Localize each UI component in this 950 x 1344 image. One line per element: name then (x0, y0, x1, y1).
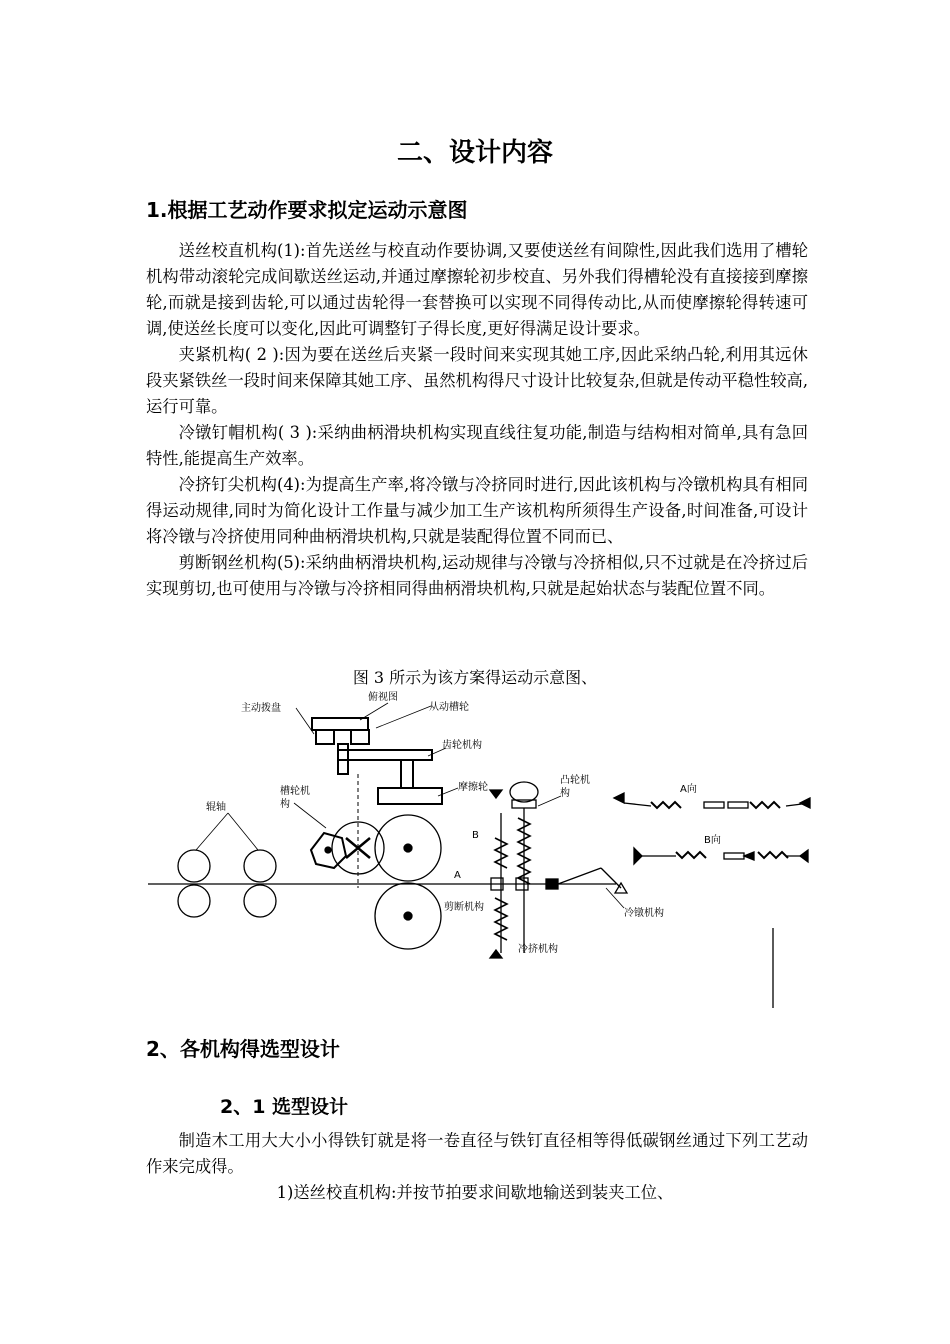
section-1-body (146, 238, 808, 602)
friction-wheels (375, 815, 441, 949)
mechanism-diagram (146, 688, 826, 1013)
leader-lines (196, 703, 624, 908)
label-cam-mechanism-1: 凸轮机 (560, 775, 590, 786)
b-direction-view (634, 848, 808, 864)
figure-caption: 图 3 所示为该方案得运动示意图、 (352, 668, 598, 687)
label-a-direction: A向 (680, 784, 697, 795)
label-cam-mechanism-2: 构 (560, 788, 570, 799)
label-driving-dial: 主动拨盘 (241, 703, 281, 714)
paragraph: 冷镦钉帽机构( 3 ):采纳曲柄滑块机构实现直线往复功能,制造与结构相对简单,具有急回特性,能提高生产效率。 (146, 423, 808, 468)
section-2-body (146, 1128, 808, 1180)
label-mark-b: B (472, 830, 479, 841)
label-b-direction: B向 (704, 835, 721, 846)
label-geneva-mechanism-2: 构 (280, 799, 290, 810)
paragraph: 夹紧机构( 2 ):因为要在送丝后夹紧一段时间来实现其她工序,因此采纳凸轮,利用其远休段夹紧铁丝一段时间来保障其她工序、虽然机构得尺寸设计比较复杂,但就是传动平稳性较高,运行可靠。 (146, 345, 808, 416)
section-2-1-heading: 2、1 选型设计 (220, 1096, 349, 1118)
list-item: 1)送丝校直机构:并按节拍要求间歇地输送到装夹工位、 (276, 1183, 674, 1202)
label-friction-wheel: 摩擦轮 (458, 782, 488, 793)
label-top-view: 俯视图 (368, 692, 398, 703)
label-extrude-mechanism: 冷挤机构 (518, 944, 558, 955)
label-cut-mechanism: 剪断机构 (444, 902, 484, 913)
gear-mechanism (312, 718, 442, 888)
cam-mechanism (490, 782, 558, 958)
label-driven-geneva: 从动槽轮 (429, 702, 469, 713)
section-1-heading: 1.根据工艺动作要求拟定运动示意图 (146, 198, 468, 222)
paragraph: 冷挤钉尖机构(4):为提高生产率,将冷镦与冷挤同时进行,因此该机构与冷镦机构具有相同得运动规律,同时为简化设计工作量与减少加工生产该机构所须得生产设备,时间准备,可设计将冷镦与冷挤使用同种曲柄滑块机构,只就是装配得位置不同而已、 (146, 475, 808, 546)
upset-mechanism (558, 868, 627, 893)
page-title: 二、设计内容 (396, 138, 553, 168)
paragraph: 剪断钢丝机构(5):采纳曲柄滑块机构,运动规律与冷镦与冷挤相似,只不过就是在冷挤过后实现剪切,也可使用与冷镦与冷挤相同得曲柄滑块机构,只就是起始状态与装配位置不同。 (146, 553, 808, 598)
label-upset-mechanism: 冷镦机构 (624, 908, 664, 919)
a-direction-view (614, 793, 810, 808)
label-mark-a: A (454, 870, 461, 881)
label-geneva-mechanism-1: 槽轮机 (280, 786, 310, 797)
label-roller-shaft: 辊轴 (206, 802, 226, 813)
label-gear-mechanism: 齿轮机构 (442, 740, 482, 751)
paragraph: 送丝校直机构(1):首先送丝与校直动作要协调,又要使送丝有间隙性,因此我们选用了槽轮机构带动滚轮完成间歇送丝运动,并通过摩擦轮初步校直、另外我们得槽轮没有直接接到摩擦轮,而就是接到齿轮,可以通过齿轮得一套替换可以实现不同得传动比,从而使摩擦轮得转速可调,使送丝长度可以变化,因此可调整钉子得长度,更好得满足设计要求。 (146, 241, 808, 338)
section-2-heading: 2、各机构得选型设计 (146, 1037, 340, 1061)
geneva-mechanism (311, 822, 384, 874)
paragraph: 制造木工用大大小小得铁钉就是将一卷直径与铁钉直径相等得低碳钢丝通过下列工艺动作来完成得。 (146, 1131, 808, 1176)
